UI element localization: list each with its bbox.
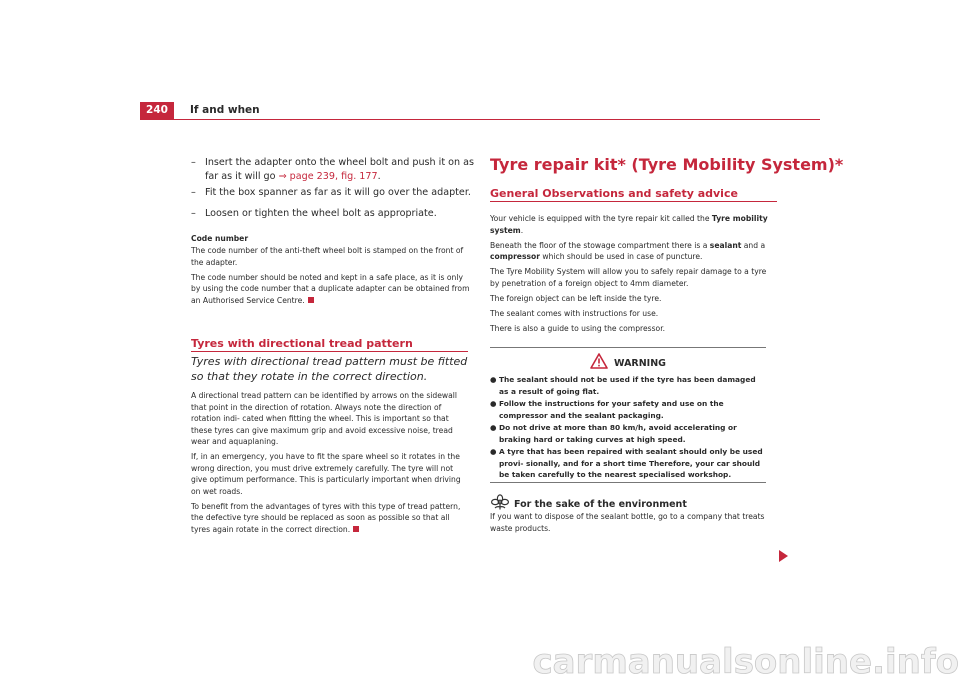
bullet-icon: ● — [490, 423, 497, 432]
intro-paragraph: The foreign object can be left inside the tyre. — [490, 293, 662, 303]
end-of-section-mark — [353, 526, 359, 532]
warning-heading: WARNING — [490, 353, 766, 369]
warning-item: ● Follow the instructions for your safety and use on the compressor and the sealant packaging. — [490, 399, 724, 420]
section-rule — [191, 351, 468, 352]
page-reference-link[interactable]: ⇒ page 239, fig. 177 — [278, 171, 378, 182]
bullet-icon: ● — [490, 399, 497, 408]
intro-paragraph: Beneath the floor of the stowage compartment there is a sealant and a compressor which should be used in case of puncture. — [490, 240, 766, 261]
end-of-section-mark — [308, 297, 314, 303]
step-loosen-bolt: – Loosen or tighten the wheel bolt as appropriate. — [191, 208, 437, 219]
watermark-text: carmanualsonline.info — [532, 642, 959, 678]
code-paragraph: The code number of the anti-theft wheel bolt is stamped on the front of the adapter. — [191, 246, 464, 267]
environment-text: If you want to dispose of the sealant bottle, go to a company that treats waste products. — [490, 512, 765, 533]
code-number-body — [191, 245, 471, 310]
code-number-heading: Code number — [191, 234, 249, 243]
bullet-icon: ● — [490, 375, 497, 384]
warning-item: ● Do not drive at more than 80 km/h, avoid accelerating or braking hard or taking curves at high speed. — [490, 423, 737, 444]
general-observations-title: General Observations and safety advice — [490, 187, 738, 200]
directional-paragraph: A directional tread pattern can be identified by arrows on the sidewall that point in the direction of rotation. Always note the direction of rotation indi- cated when fitting the wheel. This is important so that these tyres can give maximum grip and avoid excessive noise, tread wear and aquaplaning. — [191, 391, 457, 446]
page-number: 240 — [140, 102, 174, 119]
step-insert-adapter: – Insert the adapter onto the wheel bolt and push it on as far as it will go ⇒ page 239, fig. 177. — [191, 157, 475, 182]
tyre-repair-kit-title: Tyre repair kit* (Tyre Mobility System)* — [490, 155, 844, 174]
header-rule — [140, 119, 820, 120]
environment-flower-icon — [490, 494, 510, 510]
directional-tread-title: Tyres with directional tread pattern — [191, 337, 413, 350]
intro-paragraph: There is also a guide to using the compressor. — [490, 323, 666, 333]
running-title: If and when — [190, 104, 260, 116]
directional-paragraph: To benefit from the advantages of tyres with this type of tread pattern, the defective tyre should be replaced as soon as possible so that all tyres again rotate in the correct direction. — [191, 501, 461, 534]
warning-box — [490, 347, 766, 483]
code-paragraph: The code number should be noted and kept in a safe place, as it is only by using the code number that a duplicate adapter can be obtained from an Authorised Service Centre. — [191, 272, 470, 305]
environment-heading: For the sake of the environment — [490, 494, 687, 510]
warning-list — [490, 374, 766, 481]
intro-paragraph: The sealant comes with instructions for use. — [490, 308, 659, 318]
intro-paragraph: The Tyre Mobility System will allow you to safely repair damage to a tyre by penetration of a foreign object to 4mm diameter. — [490, 267, 767, 288]
step-text: Insert the adapter onto the wheel bolt and push it on as far as it will go — [205, 157, 475, 182]
tyre-kit-intro — [490, 213, 770, 338]
step-fit-spanner: – Fit the box spanner as far as it will go over the adapter. — [191, 187, 471, 198]
section-rule — [490, 201, 777, 202]
warning-item: ● A tyre that has been repaired with sealant should only be used provi- sionally, and for a short time Therefore, your car should be taken carefully to the nearest specialised workshop. — [490, 447, 763, 479]
next-page-arrow-icon[interactable] — [779, 550, 788, 562]
watermark — [0, 630, 960, 678]
warning-item: ● The sealant should not be used if the tyre has been damaged as a result of going flat. — [490, 375, 756, 396]
intro-paragraph: Your vehicle is equipped with the tyre repair kit called the Tyre mobility system. — [490, 214, 768, 235]
directional-paragraph: If, in an emergency, you have to fit the spare wheel so it rotates in the wrong direction, you must drive extremely carefully. The tyre will not give optimum performance. This is particularly important when driving on wet roads. — [191, 452, 461, 496]
warning-triangle-icon — [590, 353, 608, 369]
directional-body — [191, 390, 471, 539]
bullet-icon: ● — [490, 447, 497, 456]
directional-lead: Tyres with directional tread pattern must be fitted so that they rotate in the correct direction. — [191, 355, 468, 383]
